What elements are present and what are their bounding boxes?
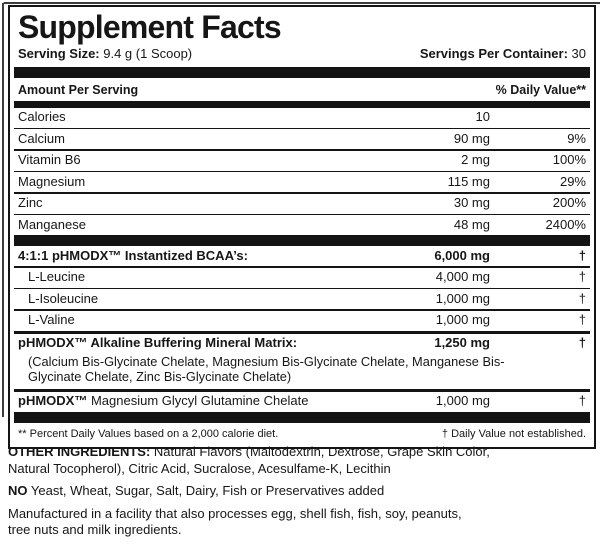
separator: [14, 235, 590, 246]
amount-per-serving-header: Amount Per Serving: [18, 82, 139, 97]
outer-panel-top-edge: [3, 2, 600, 4]
ingredient-name: Calories: [18, 109, 66, 125]
ingredient-amount: 1,000 mg: [435, 290, 490, 306]
servings-per-container: [420, 47, 586, 62]
supplement-facts-panel: [8, 5, 596, 449]
ingredient-amount: 1,000 mg: [435, 393, 490, 409]
dagger-footnote: † Daily Value not established.: [441, 427, 586, 440]
no-additives-paragraph: [8, 483, 588, 500]
ingredient-amount: 2 mg: [461, 152, 490, 168]
table-row: [18, 246, 586, 266]
daily-value-footnote: ** Percent Daily Values based on a 2,000 calorie diet.: [18, 427, 279, 440]
ingredient-note: (Calcium Bis-Glycinate Chelate, Magnesium Bis-Glycinate Chelate, Manganese Bis-Glycinate Chelate, Zinc Bis-Glycinate Chelate): [28, 353, 505, 385]
servings-per-container-label: Servings Per Container:: [419, 45, 568, 61]
allergen-facility-paragraph: Manufactured in a facility that also processes egg, shell fish, fish, soy, peanuts, tree nuts and milk ingredients.: [8, 505, 462, 537]
column-header-row: [18, 78, 586, 101]
ingredient-daily-value: 200%: [552, 195, 586, 211]
ingredient-amount: 115 mg: [447, 173, 490, 189]
table-row: [18, 334, 586, 354]
ingredient-name: Zinc: [18, 195, 43, 211]
serving-size-value: 9.4 g (1 Scoop): [99, 45, 193, 61]
ingredient-daily-value: 2400%: [545, 216, 586, 232]
servings-per-container-value: 30: [567, 45, 586, 61]
ingredient-daily-value: 9%: [567, 130, 586, 146]
ingredient-name: Magnesium: [18, 173, 86, 189]
serving-size-label: Serving Size:: [18, 45, 100, 61]
ingredient-amount: 4,000 mg: [435, 269, 490, 285]
ingredient-amount: 1,250 mg: [434, 335, 490, 351]
table-row: [18, 151, 586, 171]
ingredient-name: Vitamin B6: [18, 152, 81, 168]
ingredient-amount: 10: [475, 109, 490, 125]
daily-value-header: % Daily Value**: [495, 82, 586, 97]
table-row: [18, 108, 586, 128]
ingredient-daily-value: 100%: [552, 152, 586, 168]
no-label: NO: [8, 483, 28, 498]
table-row: [18, 194, 586, 214]
facts-table: [18, 108, 586, 423]
other-ingredients-text: Natural Flavors (Maltodextrin, Dextrose, Grape Skin Color, Natural Tocopherol), Citric Acid, Sucralose, Acesulfame-K, Lecithin: [8, 444, 490, 476]
serving-row: [18, 47, 586, 67]
ingredient-amount: 48 mg: [453, 216, 490, 232]
thick-rule: [14, 67, 590, 78]
ingredient-name: L-Valine: [28, 312, 75, 328]
separator: [14, 412, 590, 423]
ingredient-daily-value: 29%: [559, 173, 586, 189]
table-row: [18, 172, 586, 192]
ingredient-amount: 6,000 mg: [434, 247, 490, 263]
ingredient-name: Manganese: [18, 216, 86, 232]
table-row: [18, 311, 586, 331]
serving-size: [18, 47, 192, 62]
table-row: [18, 129, 586, 149]
ingredient-daily-value: †: [578, 312, 586, 328]
ingredient-amount: 90 mg: [453, 130, 490, 146]
ingredient-name: L-Isoleucine: [28, 290, 99, 306]
no-text: Yeast, Wheat, Sugar, Salt, Dairy, Fish or Preservatives added: [27, 483, 385, 498]
table-row: [18, 289, 586, 309]
ingredient-amount: 30 mg: [453, 195, 490, 211]
ingredient-name: L-Leucine: [28, 269, 86, 285]
medium-rule: [14, 101, 590, 108]
ingredient-daily-value: †: [578, 393, 586, 409]
table-row: [18, 215, 586, 235]
ingredient-name: pHMODX™ Magnesium Glycyl Glutamine Chelate: [18, 393, 309, 409]
ingredient-daily-value: †: [578, 335, 586, 351]
ingredient-amount: 1,000 mg: [435, 312, 490, 328]
outer-panel-left-edge: [2, 3, 4, 417]
other-ingredients-paragraph: [8, 444, 513, 477]
table-row: [18, 392, 586, 412]
ingredient-name: 4:1:1 pHMODX™ Instantized BCAA’s:: [18, 247, 248, 263]
ingredient-name: pHMODX™ Alkaline Buffering Mineral Matrix:: [18, 335, 298, 351]
other-ingredients-label: OTHER INGREDIENTS:: [8, 444, 151, 459]
table-row: [18, 268, 586, 288]
ingredient-daily-value: †: [578, 290, 586, 306]
ingredient-daily-value: †: [578, 269, 586, 285]
below-panel-text: [8, 444, 588, 545]
ingredient-name: Calcium: [18, 130, 65, 146]
ingredient-daily-value: †: [578, 247, 586, 263]
panel-title: Supplement Facts: [18, 9, 281, 45]
